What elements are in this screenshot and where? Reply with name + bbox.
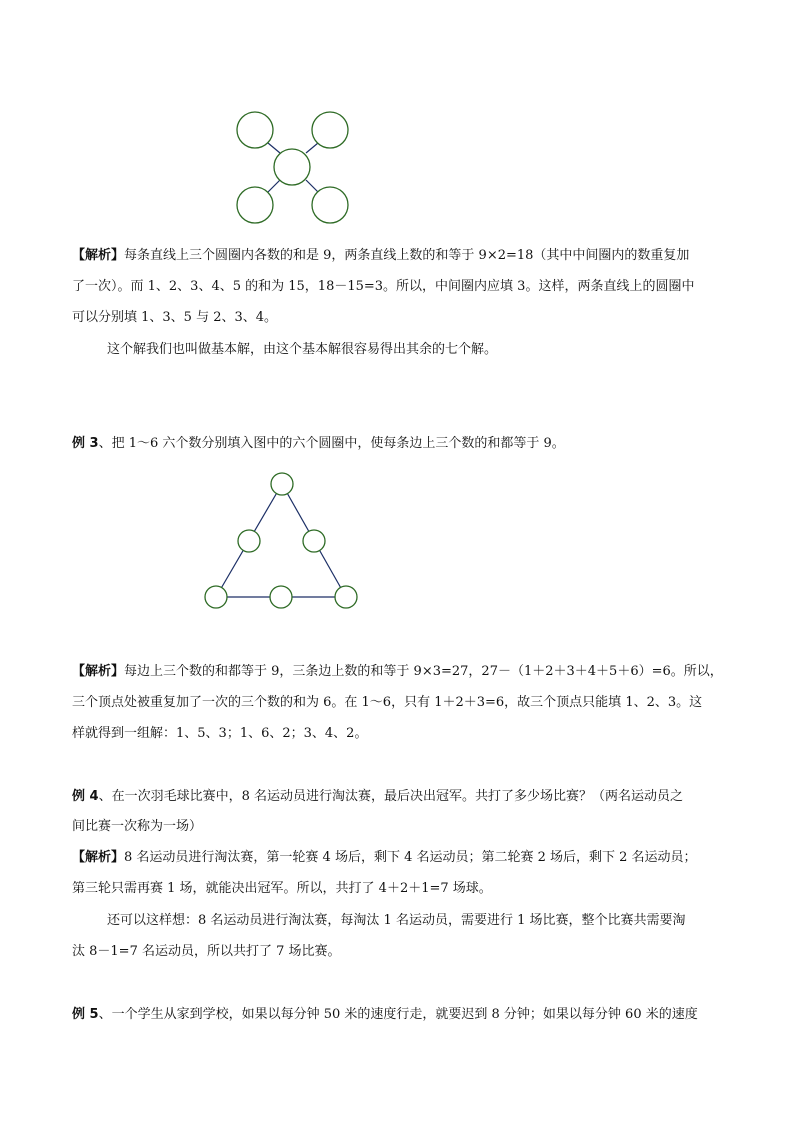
analysis-tag: 【解析】 bbox=[72, 850, 125, 865]
circle-bottom-right-vertex bbox=[335, 586, 357, 608]
analysis1-line3: 可以分别填 1、3、5 与 2、3、4。 bbox=[72, 310, 278, 325]
example3-line: 例 3、把 1～6 六个数分别填入图中的六个圆圈中，使每条边上三个数的和都等于 9。 bbox=[72, 436, 565, 451]
circle-top-vertex bbox=[271, 473, 293, 495]
example-tag: 例 4 bbox=[72, 789, 99, 804]
analysis1-line2: 了一次）。而 1、2、3、4、5 的和为 15，18－15=3。所以，中间圈内应填 3。这样，两条直线上的圆圈中 bbox=[72, 279, 695, 294]
analysis4-line3: 还可以这样想：8 名运动员进行淘汰赛，每淘汰 1 名运动员，需要进行 1 场比赛，整个比赛共需要淘 bbox=[107, 913, 686, 928]
analysis4-line1: 【解析】8 名运动员进行淘汰赛，第一轮赛 4 场后，剩下 4 名运动员；第二轮赛 2 场后，剩下 2 名运动员； bbox=[72, 850, 697, 865]
analysis3-line1: 【解析】每边上三个数的和都等于 9，三条边上数的和等于 9×3=27，27－（1＋2＋3＋4＋5＋6）=6。所以， bbox=[72, 664, 723, 679]
analysis4-line2: 第三轮只需再赛 1 场，就能决出冠军。所以，共打了 4＋2＋1=7 场球。 bbox=[72, 881, 492, 896]
analysis-tag: 【解析】 bbox=[72, 248, 125, 263]
example5-line: 例 5、一个学生从家到学校，如果以每分钟 50 米的速度行走，就要迟到 8 分钟；如果以每分钟 60 米的速度 bbox=[72, 1007, 698, 1022]
example-tag: 例 3 bbox=[72, 436, 99, 451]
analysis1-line1: 【解析】每条直线上三个圆圈内各数的和是 9，两条直线上数的和等于 9×2=18（其中中间圈内的数重复加 bbox=[72, 248, 690, 263]
circle-bottom-left-vertex bbox=[205, 586, 227, 608]
example-tag: 例 5 bbox=[72, 1007, 99, 1022]
analysis3-line3: 样就得到一组解：1、5、3；1、6、2；3、4、2。 bbox=[72, 726, 368, 741]
circle-right-mid bbox=[303, 530, 325, 552]
circle-left-mid bbox=[238, 530, 260, 552]
analysis-tag: 【解析】 bbox=[72, 664, 125, 679]
analysis4-line4: 汰 8－1=7 名运动员，所以共打了 7 场比赛。 bbox=[72, 944, 341, 959]
analysis3-line2: 三个顶点处被重复加了一次的三个数的和为 6。在 1～6，只有 1＋2＋3=6，故三个顶点只能填 1、2、3。这 bbox=[72, 695, 703, 710]
example4-line1: 例 4、在一次羽毛球比赛中，8 名运动员进行淘汰赛，最后决出冠军。共打了多少场比赛？（两名运动员之 bbox=[72, 789, 683, 804]
analysis1-line4: 这个解我们也叫做基本解，由这个基本解很容易得出其余的七个解。 bbox=[107, 342, 498, 357]
example4-line2: 间比赛一次称为一场） bbox=[72, 819, 203, 834]
circle-bottom-mid bbox=[270, 586, 292, 608]
